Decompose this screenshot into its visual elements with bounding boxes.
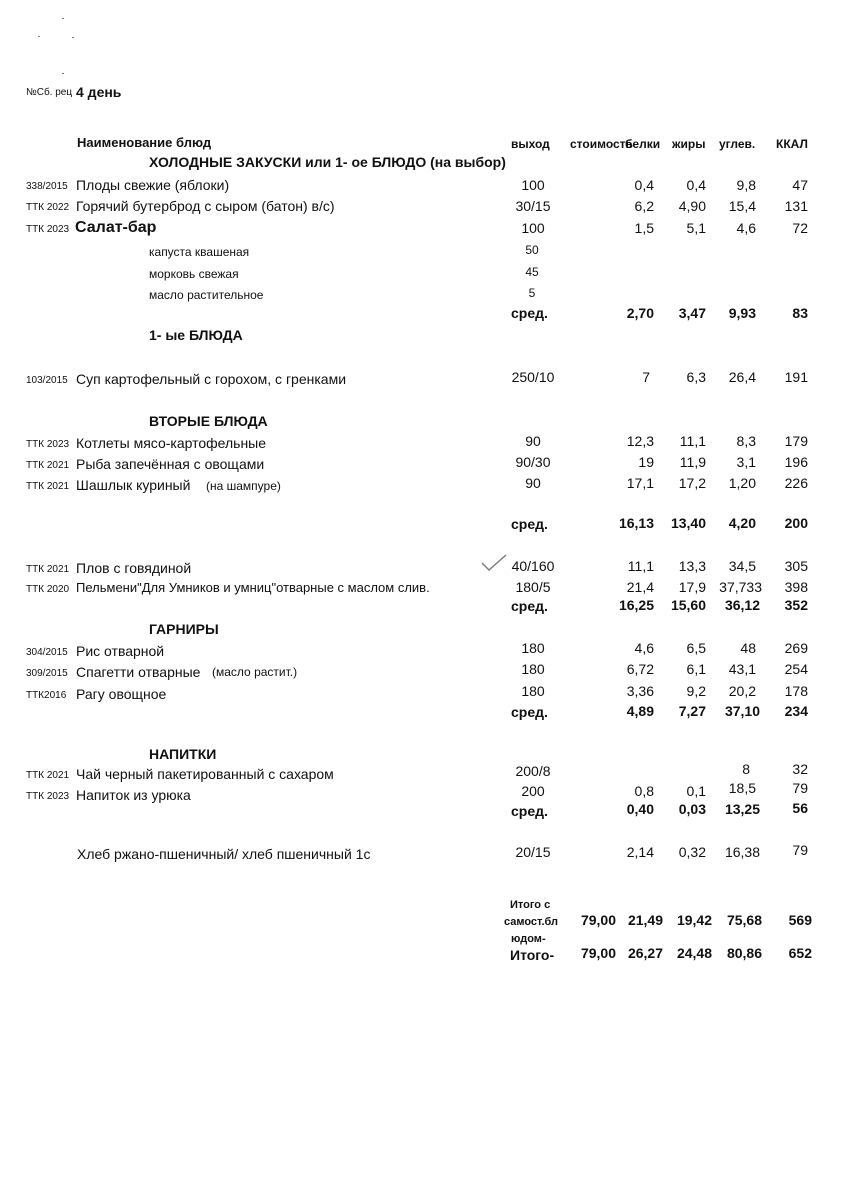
dish-name: Горячий бутерброд с сыром (батон) в/с) — [76, 198, 335, 214]
fat-value: 0,4 — [686, 177, 706, 193]
protein-value: 21,4 — [626, 579, 654, 595]
carbs-value: 8 — [742, 761, 750, 777]
yield-value: 200/8 — [515, 763, 551, 779]
kcal-value: 269 — [784, 640, 808, 656]
protein-value: 0,8 — [634, 783, 654, 799]
row-code: ТТК 2021 — [26, 770, 70, 781]
protein-value: 2,14 — [626, 844, 654, 860]
carbs-value: 43,1 — [728, 661, 756, 677]
carbs-value: 4,6 — [736, 220, 756, 236]
dish-name: Рис отварной — [76, 643, 165, 659]
carbs-value: 37,733 — [719, 579, 762, 595]
carbs-value: 48 — [740, 640, 756, 656]
protein-value: 0,4 — [634, 177, 654, 193]
protein-value: 19 — [638, 454, 654, 470]
total-fat: 19,42 — [676, 912, 712, 928]
carbs-value: 20,2 — [728, 683, 756, 699]
carbs-value: 3,1 — [736, 454, 756, 470]
carbs-value: 9,8 — [736, 177, 756, 193]
average-label: сред. — [511, 704, 548, 720]
fat-value: 0,1 — [686, 783, 706, 799]
fat-value: 13,3 — [678, 558, 706, 574]
yield-value: 180 — [521, 661, 545, 677]
protein-value: 6,2 — [634, 198, 654, 214]
dish-note: (на шампуре) — [206, 479, 281, 493]
total-protein: 21,49 — [627, 912, 663, 928]
dish-note: (масло растит.) — [212, 665, 298, 679]
row-code: 338/2015 — [26, 181, 68, 192]
dish-name: Напиток из урюка — [76, 787, 191, 803]
total-label-line: самост.бл — [504, 916, 559, 928]
kcal-value: 79 — [792, 780, 808, 796]
protein-value: 16,13 — [618, 515, 654, 531]
kcal-value: 398 — [784, 579, 808, 595]
dish-name: Плоды свежие (яблоки) — [76, 177, 230, 193]
section-title-first-courses: 1- ые БЛЮДА — [149, 327, 243, 343]
kcal-value: 305 — [784, 558, 808, 574]
kcal-value: 254 — [784, 661, 808, 677]
yield-value: 90 — [525, 433, 541, 449]
ingredient-name: морковь свежая — [149, 267, 239, 281]
kcal-value: 47 — [792, 177, 808, 193]
kcal-value: 226 — [784, 475, 808, 491]
kcal-value: 200 — [784, 515, 808, 531]
dish-name: Рыба запечённая с овощами — [76, 456, 265, 472]
kcal-value: 191 — [784, 369, 808, 385]
column-header-name: Наименование блюд — [77, 135, 212, 150]
average-label: сред. — [511, 598, 548, 614]
yield-value: 90 — [525, 475, 541, 491]
fat-value: 17,9 — [678, 579, 706, 595]
column-header-protein: белки — [625, 137, 661, 151]
grand-total-fat: 24,48 — [676, 945, 712, 961]
row-code: ТТК 2021 — [26, 564, 70, 575]
protein-value: 6,72 — [626, 661, 654, 677]
average-label: сред. — [511, 516, 548, 532]
protein-value: 2,70 — [626, 305, 654, 321]
fat-value: 6,3 — [686, 369, 706, 385]
yield-value: 180 — [521, 640, 545, 656]
dish-name: Рагу овощное — [76, 686, 167, 702]
dish-name: Пельмени"Для Умников и умниц"отварные с маслом слив. — [76, 580, 430, 595]
scan-speck — [62, 18, 64, 19]
total-label-line: Итого с — [510, 899, 551, 911]
fat-value: 6,5 — [686, 640, 706, 656]
row-code: ТТК 2021 — [26, 460, 70, 471]
kcal-value: 72 — [792, 220, 808, 236]
row-code: ТТК 2022 — [26, 202, 70, 213]
fat-value: 11,1 — [679, 433, 706, 449]
protein-value: 1,5 — [634, 220, 654, 236]
row-code: ТТК 2023 — [26, 791, 70, 802]
column-header-carbs: углев. — [719, 137, 756, 151]
kcal-value: 196 — [784, 454, 808, 470]
dish-name: Салат-бар — [75, 219, 157, 236]
fat-value: 4,90 — [678, 198, 706, 214]
ingredient-name: масло растительное — [149, 288, 264, 302]
dish-name: Плов с говядиной — [76, 560, 192, 576]
yield-value: 100 — [521, 177, 545, 193]
fat-value: 17,2 — [678, 475, 706, 491]
yield-value: 100 — [521, 220, 545, 236]
row-code: 304/2015 — [26, 647, 68, 658]
fat-value: 5,1 — [686, 220, 706, 236]
protein-value: 0,40 — [626, 801, 654, 817]
row-code: 103/2015 — [26, 375, 68, 386]
average-label: сред. — [511, 305, 548, 321]
carbs-value: 9,93 — [728, 305, 756, 321]
scan-speck — [38, 36, 40, 37]
column-header-cost: стоимость — [570, 137, 633, 151]
carbs-value: 36,12 — [724, 597, 760, 613]
yield-value: 180/5 — [515, 579, 551, 595]
ingredient-yield: 5 — [528, 286, 536, 300]
kcal-value: 56 — [792, 800, 808, 816]
fat-value: 9,2 — [686, 683, 706, 699]
carbs-value: 4,20 — [728, 515, 756, 531]
column-header-kcal: ККАЛ — [776, 137, 808, 151]
kcal-value: 32 — [792, 761, 808, 777]
ingredient-yield: 45 — [525, 265, 539, 279]
yield-value: 20/15 — [515, 844, 551, 860]
recipe-collection-prefix: №Сб. рец — [26, 87, 73, 98]
column-header-yield: выход — [511, 137, 550, 151]
yield-value: 180 — [521, 683, 545, 699]
kcal-value: 352 — [784, 597, 808, 613]
kcal-value: 178 — [784, 683, 808, 699]
yield-value: 40/160 — [511, 558, 555, 574]
protein-value: 12,3 — [626, 433, 654, 449]
fat-value: 0,32 — [678, 844, 706, 860]
carbs-value: 18,5 — [728, 780, 756, 796]
dish-name: Шашлык куриный — [76, 477, 191, 493]
yield-value: 90/30 — [515, 454, 551, 470]
total-kcal: 569 — [788, 912, 812, 928]
yield-value: 200 — [521, 783, 545, 799]
kcal-value: 83 — [792, 305, 808, 321]
section-title-drinks: НАПИТКИ — [149, 746, 217, 762]
row-code: 309/2015 — [26, 668, 68, 679]
grand-total-label: Итого- — [510, 947, 555, 963]
yield-value: 30/15 — [515, 198, 551, 214]
kcal-value: 79 — [792, 842, 808, 858]
carbs-value: 8,3 — [736, 433, 756, 449]
protein-value: 11,1 — [627, 558, 654, 574]
grand-total-protein: 26,27 — [627, 945, 663, 961]
dish-name: Котлеты мясо-картофельные — [76, 435, 267, 451]
protein-value: 3,36 — [626, 683, 654, 699]
grand-total-kcal: 652 — [788, 945, 812, 961]
protein-value: 7 — [642, 369, 650, 385]
scan-speck — [62, 73, 64, 74]
row-code: ТТК 2023 — [26, 224, 70, 235]
carbs-value: 15,4 — [728, 198, 756, 214]
protein-value: 17,1 — [626, 475, 654, 491]
section-title-cold: ХОЛОДНЫЕ ЗАКУСКИ или 1- ое БЛЮДО (на выбор) — [149, 154, 506, 170]
protein-value: 4,89 — [626, 703, 654, 719]
yield-value: 250/10 — [511, 369, 555, 385]
carbs-value: 34,5 — [728, 558, 756, 574]
column-header-fat: жиры — [672, 137, 706, 151]
fat-value: 13,40 — [670, 515, 706, 531]
fat-value: 3,47 — [678, 305, 706, 321]
dish-name: Суп картофельный с горохом, с гренками — [76, 371, 347, 387]
carbs-value: 16,38 — [724, 844, 760, 860]
ingredient-yield: 50 — [525, 243, 539, 257]
fat-value: 6,1 — [686, 661, 706, 677]
dish-name: Спагетти отварные — [76, 664, 201, 680]
total-cost: 79,00 — [580, 912, 616, 928]
average-label: сред. — [511, 803, 548, 819]
total-label-line: юдом- — [511, 933, 546, 945]
fat-value: 7,27 — [678, 703, 706, 719]
check-mark-icon — [480, 553, 508, 573]
protein-value: 4,6 — [634, 640, 654, 656]
fat-value: 15,60 — [670, 597, 706, 613]
row-code: ТТК2016 — [26, 690, 67, 701]
section-title-garnishes: ГАРНИРЫ — [149, 621, 219, 637]
kcal-value: 179 — [784, 433, 808, 449]
total-carbs: 75,68 — [726, 912, 762, 928]
fat-value: 0,03 — [678, 801, 706, 817]
row-code: ТТК 2021 — [26, 481, 70, 492]
kcal-value: 234 — [784, 703, 808, 719]
dish-name: Хлеб ржано-пшеничный/ хлеб пшеничный 1с — [77, 846, 371, 862]
carbs-value: 37,10 — [724, 703, 760, 719]
carbs-value: 13,25 — [724, 801, 760, 817]
scan-speck — [72, 37, 74, 38]
row-code: ТТК 2023 — [26, 439, 70, 450]
grand-total-cost: 79,00 — [580, 945, 616, 961]
carbs-value: 26,4 — [728, 369, 756, 385]
fat-value: 11,9 — [679, 454, 706, 470]
dish-name: Чай черный пакетированный с сахаром — [76, 766, 334, 782]
day-label: 4 день — [76, 84, 122, 100]
protein-value: 16,25 — [618, 597, 654, 613]
grand-total-carbs: 80,86 — [726, 945, 762, 961]
section-title-second-courses: ВТОРЫЕ БЛЮДА — [149, 413, 268, 429]
row-code: ТТК 2020 — [26, 584, 70, 595]
kcal-value: 131 — [784, 198, 808, 214]
carbs-value: 1,20 — [728, 475, 756, 491]
ingredient-name: капуста квашеная — [149, 245, 250, 259]
